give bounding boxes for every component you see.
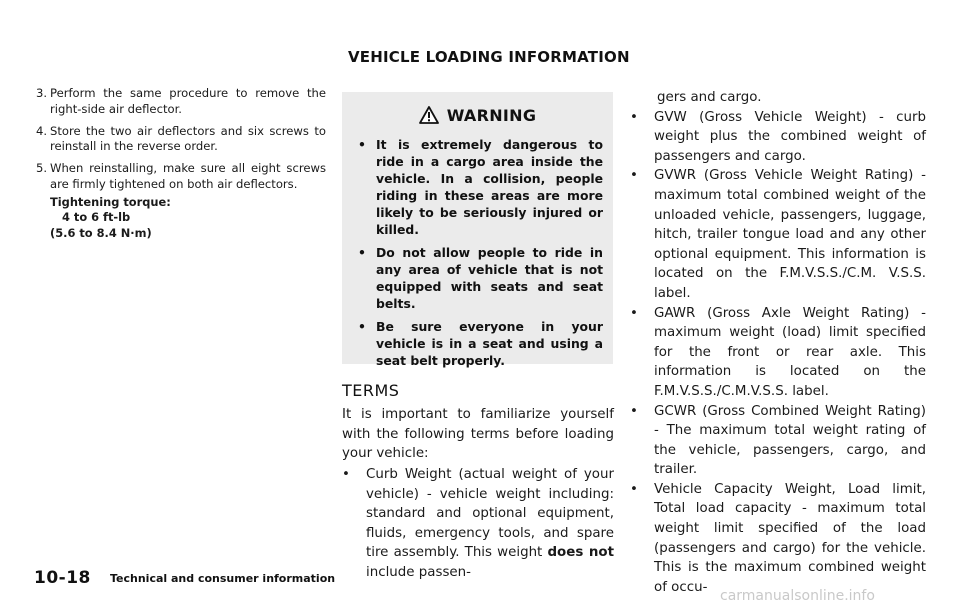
term-gawr: GAWR (Gross Axle Weight Rating) - maximum weight (load) limit specified for the front or rear axle. This information is located on the F.M.V.S.S./C.M.V.S.S. label.	[654, 305, 926, 399]
step-item	[36, 124, 326, 156]
term-item	[630, 402, 926, 480]
terms-heading: TERMS	[342, 381, 400, 400]
warning-item	[358, 244, 603, 312]
warning-box	[342, 92, 613, 368]
curb-weight-text-end: include passen-	[366, 564, 471, 580]
torque-value-metric: (5.6 to 8.4 N·m)	[50, 225, 152, 240]
term-item	[630, 304, 926, 402]
torque-spec	[50, 195, 326, 241]
watermark: carmanualsonline.info	[720, 588, 875, 604]
section-title: VEHICLE LOADING INFORMATION	[348, 48, 630, 66]
warning-triangle-icon	[419, 106, 439, 124]
warning-item	[358, 318, 603, 369]
bullet: •	[630, 109, 638, 125]
warning-item-text: Do not allow people to ride in any area of vehicle that is not equipped with seats and seat belts.	[376, 245, 603, 311]
warning-item-text: Be sure everyone in your vehicle is in a seat and using a seat belt properly.	[376, 319, 603, 368]
term-gcwr: GCWR (Gross Combined Weight Rating) - The maximum total weight rating of the vehicle, passengers, cargo, and trailer.	[654, 403, 926, 478]
term-gvw: GVW (Gross Vehicle Weight) - curb weight plus the combined weight of passengers and cargo.	[654, 109, 926, 164]
term-item	[630, 480, 926, 598]
left-column	[36, 86, 326, 241]
torque-value-imperial: 4 to 6 ft-lb	[62, 210, 131, 225]
step-text: Perform the same procedure to remove the right-side air deflector.	[50, 86, 326, 116]
torque-label: Tightening torque:	[50, 194, 171, 209]
bullet: •	[630, 305, 638, 321]
step-number: 3.	[36, 86, 48, 100]
right-column	[630, 88, 926, 597]
warning-list	[358, 136, 603, 375]
step-item	[36, 86, 326, 118]
bullet: •	[630, 481, 638, 497]
step-text: Store the two air deflectors and six screws to reinstall in the reverse order.	[50, 123, 326, 154]
term-item	[342, 465, 614, 583]
bullet: •	[358, 245, 366, 260]
bullet: •	[342, 467, 350, 482]
term-item	[630, 166, 926, 303]
bullet: •	[630, 403, 638, 419]
warning-item-text: It is extremely dangerous to ride in a cargo area inside the vehicle. In a collision, people riding in these areas are more likely to be seriously injured or killed.	[376, 137, 603, 237]
bullet: •	[630, 168, 638, 184]
curb-weight-text: Curb Weight (actual weight of your vehicle) - vehicle weight including: standard and optional equipment, fluids, emergency tools, and spare tire assembly. This weight	[366, 467, 614, 561]
step-text: When reinstalling, make sure all eight screws are firmly tightened on both air deflectors.	[50, 161, 326, 191]
term-gvwr: GVWR (Gross Vehicle Weight Rating) - maximum total combined weight of the unloaded vehicle, passengers, luggage, hitch, trailer tongue load and any other optional equipment. This information is located on the F.M.V.S.S./C.M. V.S.S. label.	[654, 168, 926, 301]
step-number: 5.	[36, 161, 48, 176]
terms-intro: It is important to familiarize yourself with the following terms before loading your vehicle:	[342, 407, 614, 462]
warning-item	[358, 136, 603, 238]
step-item	[36, 161, 326, 193]
page-number: 10-18	[34, 568, 91, 588]
warning-title: WARNING	[446, 106, 537, 125]
footer-caption: Technical and consumer information	[110, 572, 336, 585]
step-number: 4.	[36, 123, 48, 138]
term-vehicle-capacity: Vehicle Capacity Weight, Load limit, Total load capacity - maximum total weight limit specified of the load (passengers and cargo) for the vehicle. This is the maximum combined weight of occu-	[654, 481, 926, 595]
warning-header	[342, 106, 613, 125]
term-text	[366, 465, 614, 583]
term-continued: gers and cargo.	[657, 90, 762, 105]
curb-weight-emphasis: does not	[547, 545, 614, 561]
bullet: •	[358, 319, 366, 334]
bullet: •	[358, 137, 366, 152]
term-curb-weight	[342, 465, 614, 583]
term-item	[630, 108, 926, 167]
